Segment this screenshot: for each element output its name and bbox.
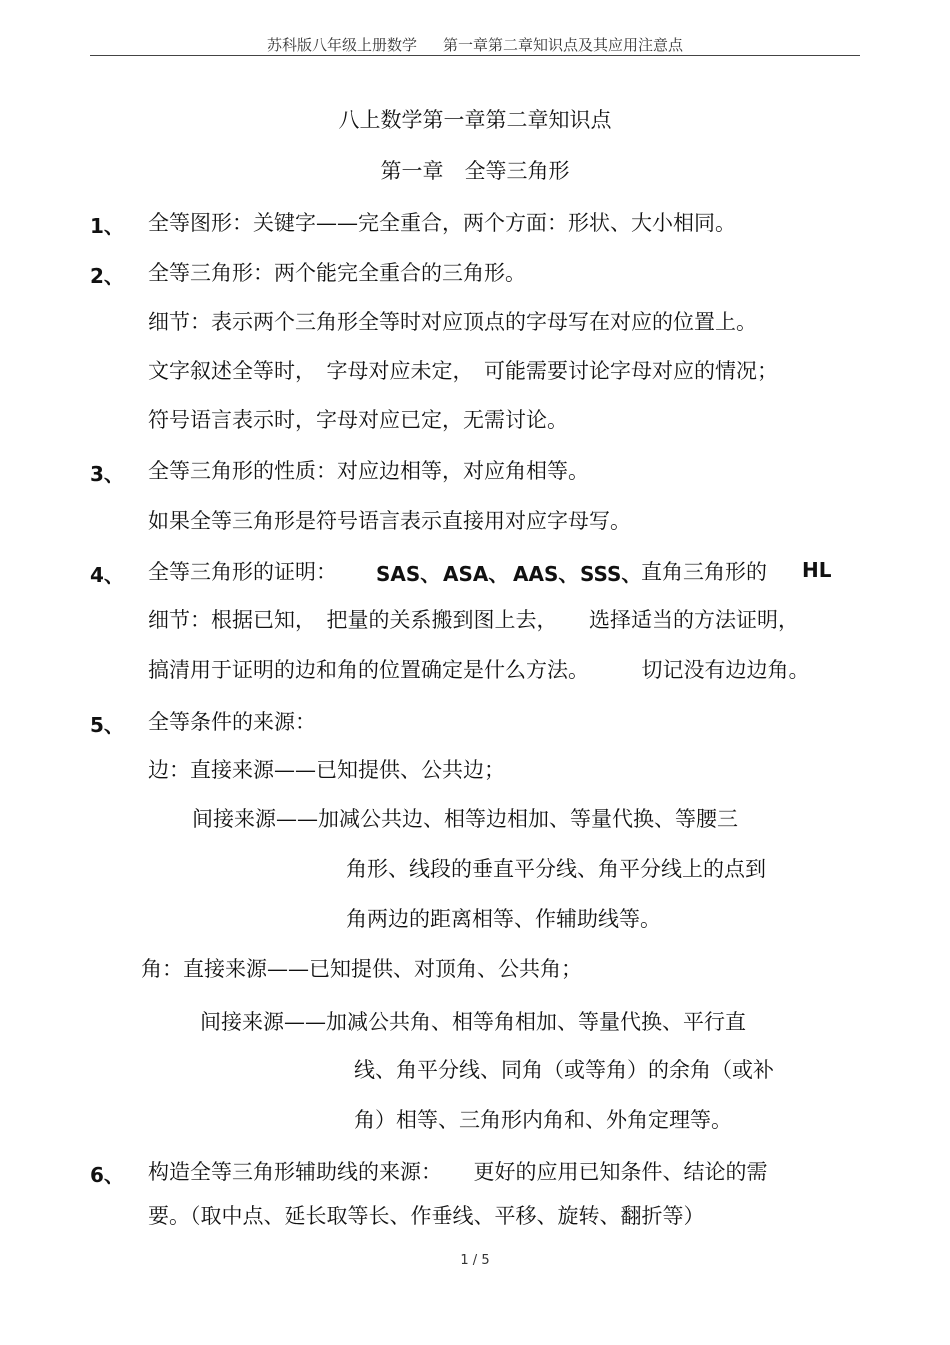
proof-method-aas: AAS、 bbox=[513, 562, 579, 586]
page-number: 1 / 5 bbox=[460, 1253, 490, 1268]
angle-indirect-source: 间接来源——加减公共角、相等角相加、等量代换、平行直 bbox=[200, 1010, 746, 1034]
item-line: 符号语言表示时，字母对应已定，无需讨论。 bbox=[148, 408, 568, 432]
proof-method-hl: HL bbox=[802, 558, 832, 582]
header-course: 苏科版八年级上册数学 bbox=[266, 36, 417, 54]
chapter-heading: 第一章 全等三角形 bbox=[380, 159, 570, 183]
item-number: 3、 bbox=[90, 462, 124, 486]
item-text: 全等三角形的性质：对应边相等，对应角相等。 bbox=[148, 459, 589, 483]
item-line: 文字叙述全等时， 字母对应未定， 可能需要讨论字母对应的情况； bbox=[148, 359, 778, 383]
item-line: 如果全等三角形是符号语言表示直接用对应字母写。 bbox=[148, 509, 631, 533]
item-number: 6、 bbox=[90, 1163, 124, 1187]
proof-method-sas: SAS、 bbox=[376, 562, 441, 586]
item-text: 构造全等三角形辅助线的来源： 更好的应用已知条件、结论的需 bbox=[148, 1160, 768, 1184]
proof-method-asa: ASA、 bbox=[443, 562, 509, 586]
angle-indirect-source-cont: 线、角平分线、同角（或等角）的余角（或补 bbox=[354, 1058, 774, 1082]
side-indirect-source: 间接来源——加减公共边、相等边相加、等量代换、等腰三 bbox=[192, 807, 738, 831]
angle-indirect-source-cont: 角）相等、三角形内角和、外角定理等。 bbox=[354, 1108, 732, 1132]
item-line: 细节：表示两个三角形全等时对应顶点的字母写在对应的位置上。 bbox=[148, 310, 757, 334]
item-line: 搞清用于证明的边和角的位置确定是什么方法。 切记没有边边角。 bbox=[148, 658, 810, 682]
item-number: 2、 bbox=[90, 264, 124, 288]
item-text: 全等图形：关键字——完全重合，两个方面：形状、大小相同。 bbox=[148, 211, 736, 235]
right-triangle-text: 直角三角形的 bbox=[641, 560, 767, 584]
item-line: 细节：根据已知， 把量的关系搬到图上去， 选择适当的方法证明， bbox=[148, 608, 799, 632]
side-indirect-source-cont: 角两边的距离相等、作辅助线等。 bbox=[346, 907, 661, 931]
angle-direct-source: 角：直接来源——已知提供、对顶角、公共角； bbox=[141, 957, 582, 981]
item-number: 5、 bbox=[90, 713, 124, 737]
header-rule bbox=[90, 55, 860, 56]
item-line: 要。（取中点、延长取等长、作垂线、平移、旋转、翻折等） bbox=[148, 1204, 705, 1228]
item-text: 全等条件的来源： bbox=[148, 710, 316, 734]
item-text: 全等三角形：两个能完全重合的三角形。 bbox=[148, 261, 526, 285]
header-topic: 第一章第二章知识点及其应用注意点 bbox=[443, 36, 684, 54]
side-direct-source: 边：直接来源——已知提供、公共边； bbox=[148, 758, 505, 782]
proof-method-sss: SSS、 bbox=[580, 562, 642, 586]
item-number: 4、 bbox=[90, 563, 124, 587]
document-title: 八上数学第一章第二章知识点 bbox=[338, 108, 612, 132]
page-header bbox=[0, 34, 950, 55]
item-number: 1、 bbox=[90, 214, 124, 238]
item-text: 全等三角形的证明： bbox=[148, 560, 337, 584]
side-indirect-source-cont: 角形、线段的垂直平分线、角平分线上的点到 bbox=[346, 857, 766, 881]
